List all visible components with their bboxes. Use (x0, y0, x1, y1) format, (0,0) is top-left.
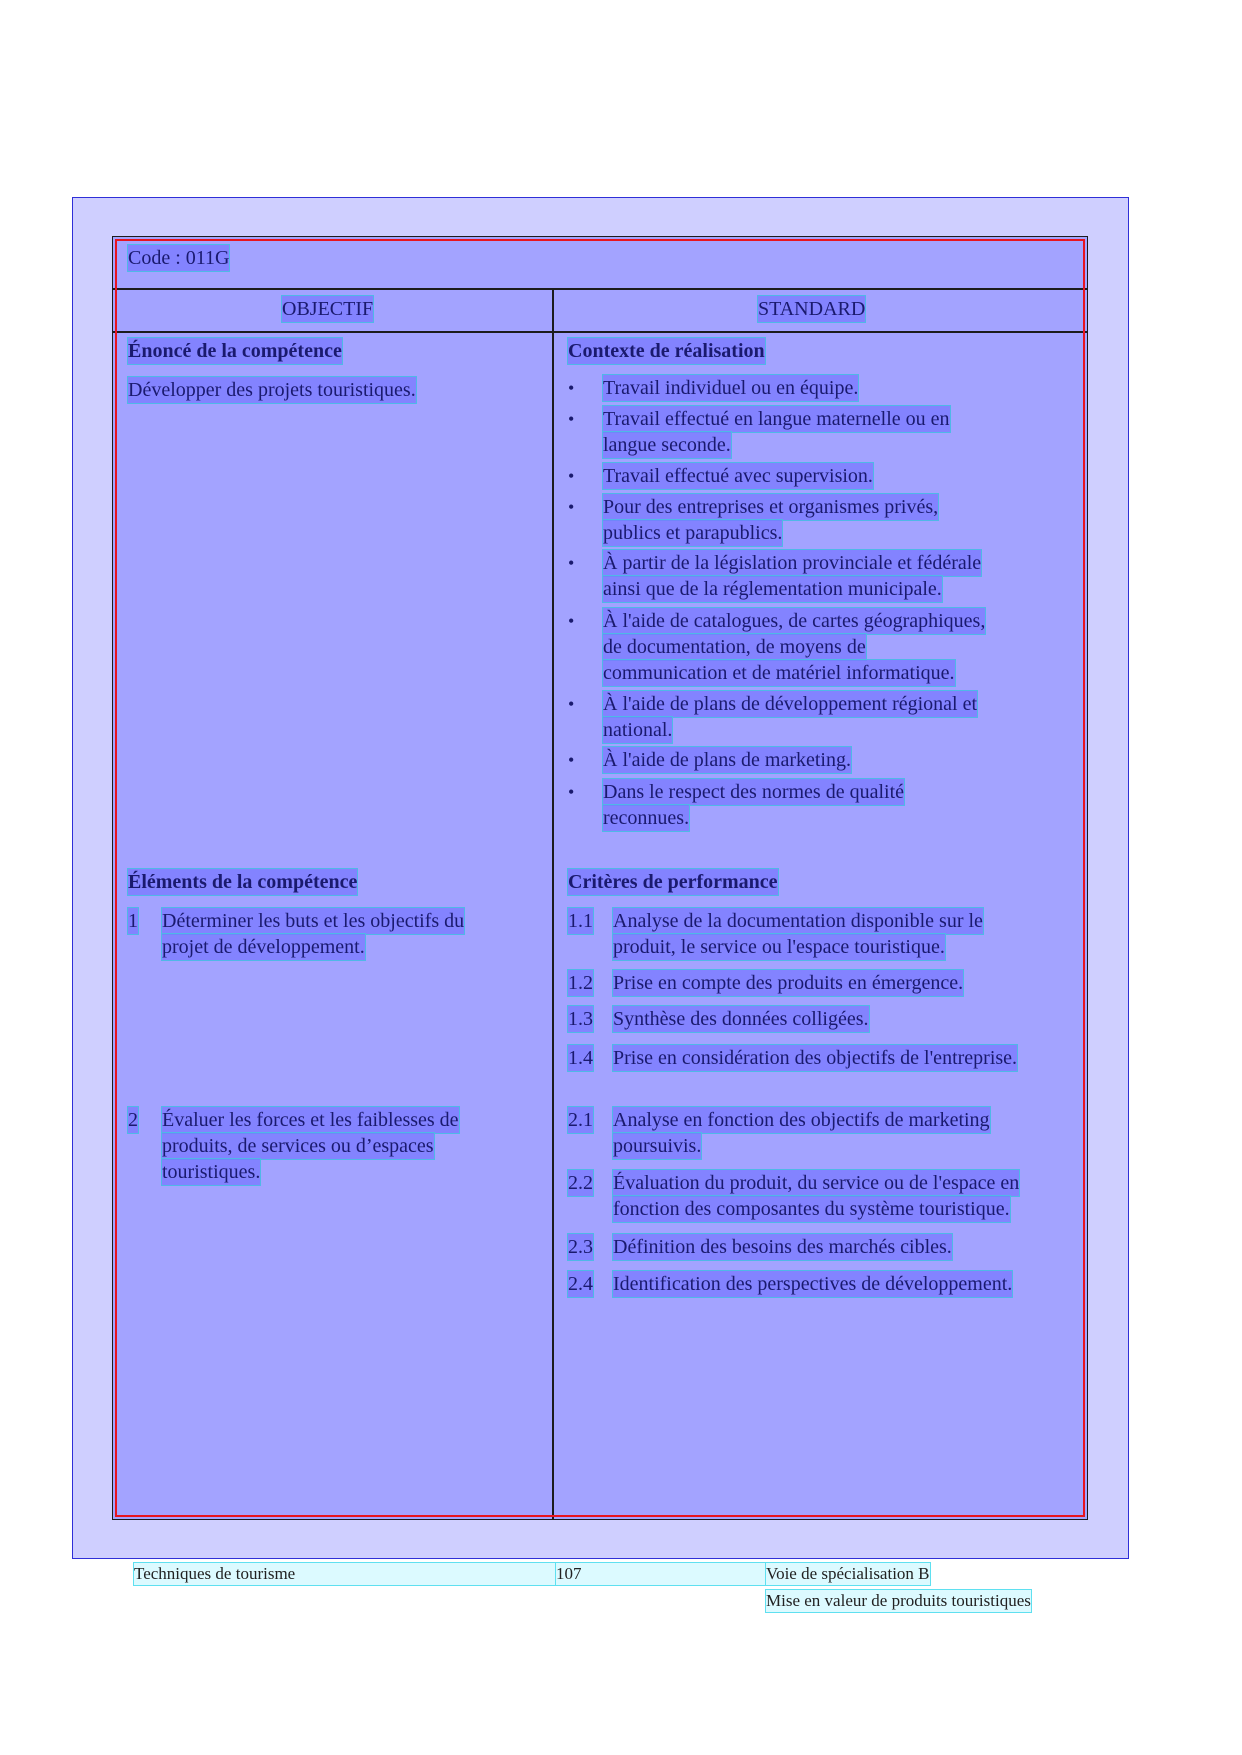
elements-title: Éléments de la compétence (128, 871, 358, 893)
critere-line: Évaluation du produit, du service ou de l'espace en (613, 1172, 1020, 1194)
contexte-line: reconnues. (603, 807, 690, 829)
critere-number: 1.4 (568, 1047, 593, 1069)
contexte-line: communication et de matériel informatique. (603, 662, 955, 684)
competency-code: Code : 011G (128, 247, 230, 269)
element-line: touristiques. (162, 1161, 261, 1183)
column-divider (552, 290, 554, 1519)
critere-line: produit, le service ou l'espace touristique. (613, 936, 945, 958)
bullet-icon: • (568, 611, 575, 631)
criteres-title: Critères de performance (568, 871, 778, 893)
bullet-icon: • (568, 694, 575, 714)
bullet-icon: • (568, 553, 575, 573)
critere-number: 2.2 (568, 1172, 593, 1194)
contexte-line: langue seconde. (603, 434, 731, 456)
critere-line: Prise en compte des produits en émergence. (613, 972, 964, 994)
bullet-icon: • (568, 466, 575, 486)
contexte-line: À partir de la législation provinciale et fédérale (603, 552, 982, 574)
contexte-line: À l'aide de catalogues, de cartes géographiques, (603, 610, 986, 632)
critere-line: Prise en considération des objectifs de l'entreprise. (613, 1047, 1018, 1069)
critere-number: 2.1 (568, 1109, 593, 1131)
contexte-line: Travail individuel ou en équipe. (603, 377, 859, 399)
critere-line: Définition des besoins des marchés cibles. (613, 1236, 952, 1258)
bullet-icon: • (568, 750, 575, 770)
header-divider-bottom (113, 331, 1087, 333)
critere-number: 1.2 (568, 972, 593, 994)
critere-line: Analyse de la documentation disponible sur le (613, 910, 983, 932)
contexte-line: publics et parapublics. (603, 522, 783, 544)
critere-number: 2.3 (568, 1236, 593, 1258)
contexte-line: Travail effectué en langue maternelle ou en (603, 408, 950, 430)
contexte-title: Contexte de réalisation (568, 340, 765, 362)
element-line: Déterminer les buts et les objectifs du (162, 910, 465, 932)
element-number: 2 (128, 1109, 138, 1131)
element-number: 1 (128, 910, 138, 932)
header-divider-top (113, 288, 1087, 290)
critere-number: 2.4 (568, 1273, 593, 1295)
element-line: produits, de services ou d’espaces (162, 1135, 434, 1157)
contexte-line: de documentation, de moyens de (603, 636, 866, 658)
enonce-text: Développer des projets touristiques. (128, 379, 416, 401)
critere-number: 1.1 (568, 910, 593, 932)
footer-course: Mise en valeur de produits touristiques (766, 1591, 1031, 1610)
contexte-line: Dans le respect des normes de qualité (603, 781, 905, 803)
header-objectif: OBJECTIF (282, 298, 374, 320)
contexte-line: Travail effectué avec supervision. (603, 465, 873, 487)
contexte-line: national. (603, 719, 673, 741)
element-line: Évaluer les forces et les faiblesses de (162, 1109, 459, 1131)
contexte-line: À l'aide de plans de développement régional et (603, 693, 978, 715)
contexte-line: À l'aide de plans de marketing. (603, 749, 851, 771)
bullet-icon: • (568, 782, 575, 802)
header-standard: STANDARD (758, 298, 866, 320)
bullet-icon: • (568, 378, 575, 398)
critere-line: fonction des composantes du système touristique. (613, 1198, 1010, 1220)
footer-program: Techniques de tourisme (134, 1563, 556, 1585)
critere-line: Analyse en fonction des objectifs de marketing (613, 1109, 990, 1131)
footer-page-number: 107 (556, 1563, 766, 1585)
footer-specialisation: Voie de spécialisation B (766, 1564, 930, 1583)
contexte-line: Pour des entreprises et organismes privés, (603, 496, 939, 518)
critere-line: Identification des perspectives de développement. (613, 1273, 1013, 1295)
bullet-icon: • (568, 409, 575, 429)
enonce-title: Énoncé de la compétence (128, 340, 342, 362)
bullet-icon: • (568, 497, 575, 517)
critere-number: 1.3 (568, 1008, 593, 1030)
critere-line: poursuivis. (613, 1135, 702, 1157)
contexte-line: ainsi que de la réglementation municipale. (603, 578, 942, 600)
critere-line: Synthèse des données colligées. (613, 1008, 869, 1030)
element-line: projet de développement. (162, 936, 365, 958)
